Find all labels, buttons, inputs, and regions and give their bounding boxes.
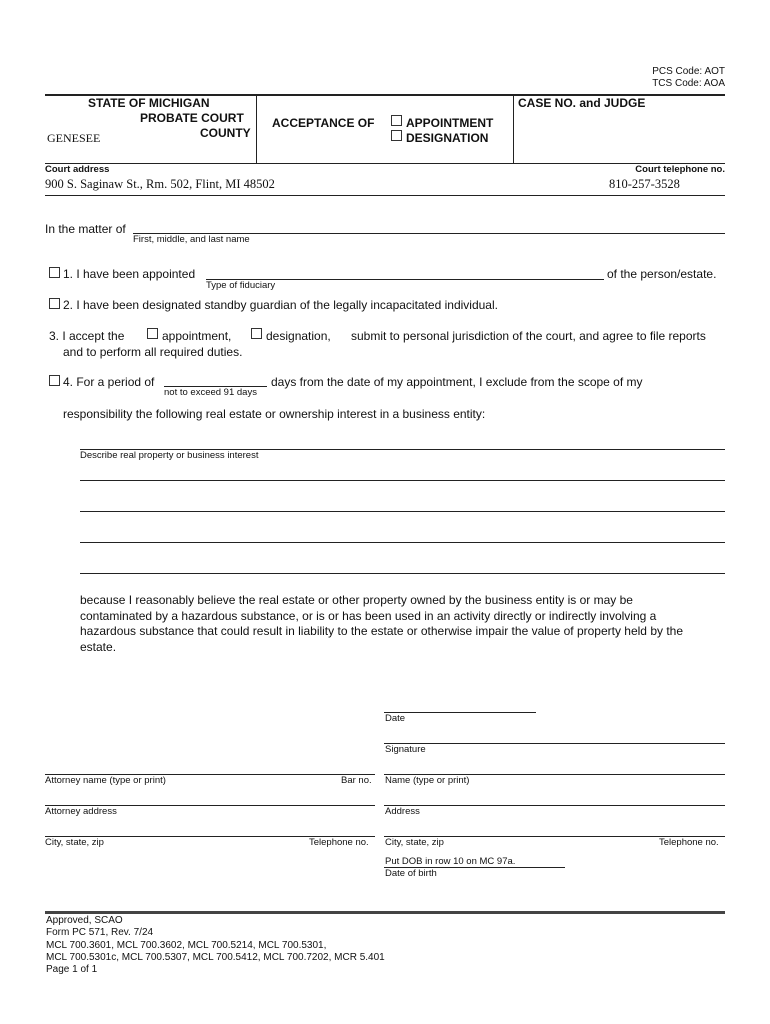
tcs-code: TCS Code: AOA (652, 78, 725, 89)
item4-sublabel: not to exceed 91 days (164, 387, 257, 398)
item4-prefix: 4. For a period of (63, 375, 155, 389)
item2-checkbox[interactable] (49, 298, 60, 309)
caption-bottom-border (45, 163, 725, 164)
item3-appointment-checkbox[interactable] (147, 328, 158, 339)
attorney-name-label: Attorney name (type or print) (45, 775, 166, 786)
bar-no-label: Bar no. (341, 775, 372, 786)
attorney-phone-label: Telephone no. (309, 837, 369, 848)
court-name: PROBATE COURT (140, 111, 244, 125)
attorney-city-label: City, state, zip (45, 837, 104, 848)
item2-text: 2. I have been designated standby guardian of the legally incapacitated individual. (63, 298, 498, 312)
county-label: COUNTY (200, 126, 251, 140)
court-phone-label: Court telephone no. (635, 164, 725, 175)
footer-mcl-2: MCL 700.5301c, MCL 700.5307, MCL 700.5412, MCL 700.7202, MCR 5.401 (46, 951, 385, 963)
item3-appointment-label: appointment, (162, 329, 232, 343)
item1-suffix: of the person/estate. (607, 267, 717, 281)
item4-suffix: days from the date of my appointment, I exclude from the scope of my (271, 375, 643, 389)
describe-line-4[interactable] (80, 542, 725, 543)
matter-label: In the matter of (45, 222, 126, 236)
footer-block (46, 915, 385, 976)
address-label: Address (385, 806, 420, 817)
footer-form: Form PC 571, Rev. 7/24 (46, 927, 154, 939)
attorney-address-label: Attorney address (45, 806, 117, 817)
describe-label: Describe real property or business interest (80, 450, 259, 461)
date-label: Date (385, 713, 406, 724)
footer-rule (45, 911, 725, 914)
form-codes (652, 66, 725, 90)
phone-label: Telephone no. (659, 837, 719, 848)
item3-prefix: 3. I accept the (49, 329, 125, 343)
item1-checkbox[interactable] (49, 267, 60, 278)
item3-line2: and to perform all required duties. (63, 345, 243, 359)
footer-page: Page 1 of 1 (46, 964, 98, 976)
because-paragraph (80, 593, 683, 655)
describe-line-2[interactable] (80, 480, 725, 481)
because-line-2: contaminated by a hazardous substance, or is or has been used in an activity directly or indirectly involving a (80, 608, 657, 623)
because-line-4: estate. (80, 639, 117, 654)
case-number-field[interactable] (516, 110, 723, 160)
county-value: GENESEE (47, 131, 101, 145)
item1-text: 1. I have been appointed (63, 267, 196, 281)
court-phone: 810-257-3528 (609, 177, 680, 191)
city-label: City, state, zip (385, 837, 444, 848)
dob-note: Put DOB in row 10 on MC 97a. (385, 856, 516, 867)
state-name: STATE OF MICHIGAN (88, 96, 210, 110)
signature-label: Signature (385, 744, 426, 755)
caption-divider-2 (513, 95, 514, 163)
footer-mcl-1: MCL 700.3601, MCL 700.3602, MCL 700.5214, MCL 700.5301, (46, 939, 327, 951)
court-row-divider (45, 195, 725, 196)
item1-sublabel: Type of fiduciary (206, 280, 276, 291)
caption-divider-1 (256, 95, 257, 163)
because-line-3: hazardous substance that could result in liability to the estate or otherwise impair the value of property held by the (80, 624, 684, 638)
because-line-1: because I reasonably believe the real estate or other property owned by the business entity is or may be (80, 593, 633, 607)
pcs-code: PCS Code: AOT (652, 66, 725, 77)
date-line[interactable] (384, 712, 536, 713)
describe-line-3[interactable] (80, 511, 725, 512)
dob-label: Date of birth (385, 868, 437, 879)
matter-sublabel: First, middle, and last name (133, 234, 250, 245)
appointment-option-label: APPOINTMENT (406, 116, 494, 130)
address-line[interactable] (384, 805, 725, 806)
item3-designation-checkbox[interactable] (251, 328, 262, 339)
name-label: Name (type or print) (385, 775, 470, 786)
court-address: 900 S. Saginaw St., Rm. 502, Flint, MI 48502 (45, 177, 275, 191)
item4-checkbox[interactable] (49, 375, 60, 386)
appointment-checkbox[interactable] (391, 115, 402, 126)
case-label: CASE NO. and JUDGE (518, 96, 646, 110)
designation-option-label: DESIGNATION (406, 131, 489, 145)
signature-line[interactable] (384, 743, 725, 744)
item3-rest: submit to personal jurisdiction of the court, and agree to file reports (351, 329, 706, 343)
designation-checkbox[interactable] (391, 130, 402, 141)
footer-approved: Approved, SCAO (46, 915, 123, 926)
describe-line-5[interactable] (80, 573, 725, 574)
court-address-label: Court address (45, 164, 110, 175)
item4-line2: responsibility the following real estate or ownership interest in a business entity: (63, 407, 486, 421)
form-title: ACCEPTANCE OF (272, 116, 375, 130)
item3-designation-label: designation, (266, 329, 331, 343)
